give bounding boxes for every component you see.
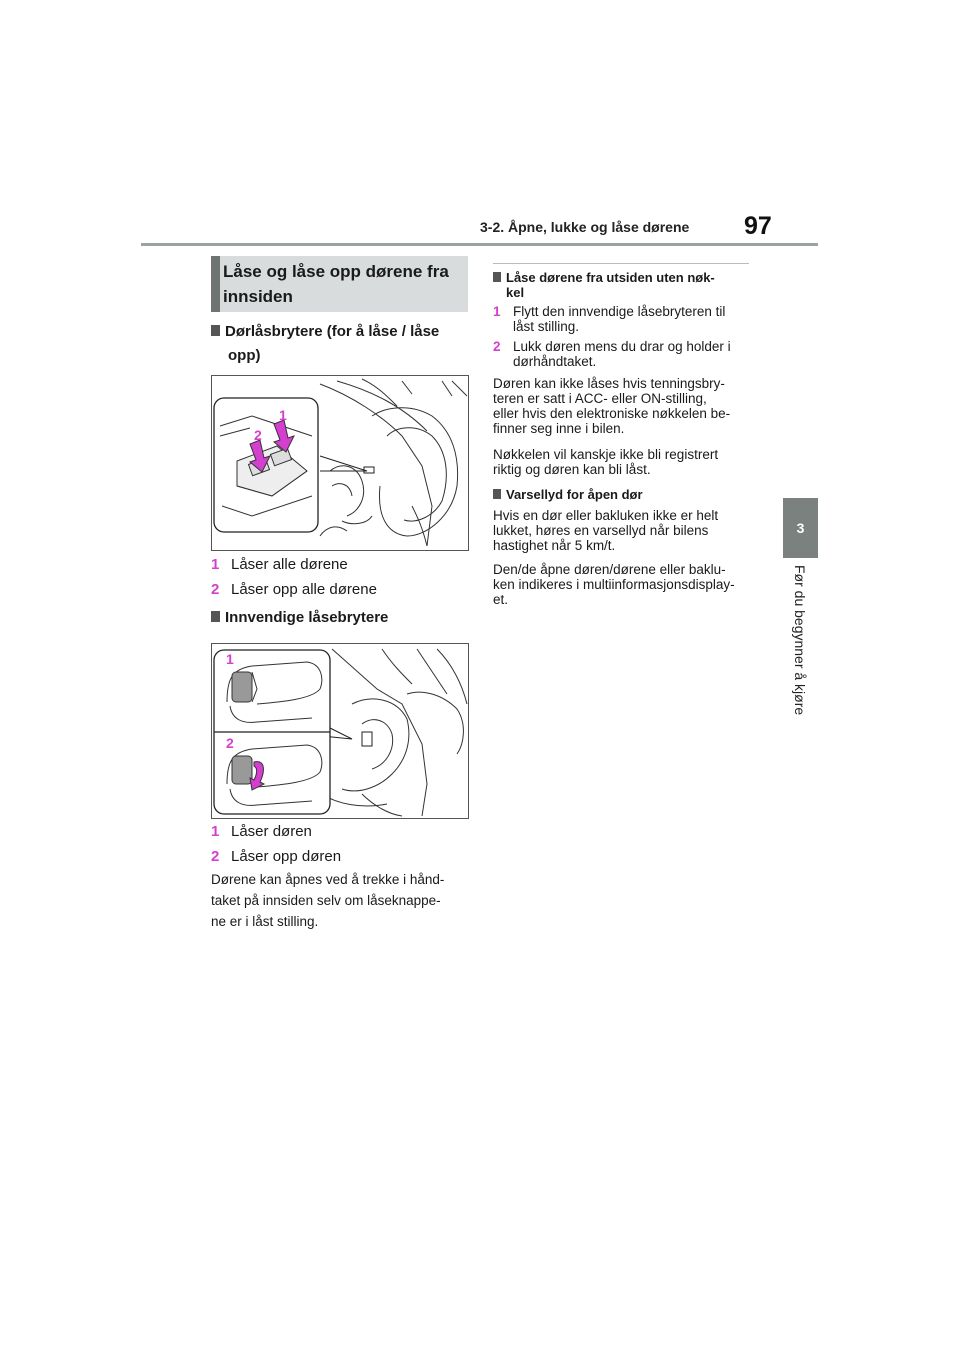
paragraph-key-registration: Nøkkelen vil kanskje ikke bli registrert riktig og døren kan bli låst. (493, 447, 719, 477)
subheading-open-door-warning: Varsellyd for åpen dør (493, 487, 643, 502)
chapter-tab: 3 (783, 498, 818, 558)
step-item: 2 Lukk døren mens du drar og holder i dørhåndtaket. (493, 339, 731, 369)
square-bullet-icon (211, 611, 220, 622)
callout-2: 2 (254, 427, 262, 443)
interior-lock-illustration (212, 644, 468, 818)
square-bullet-icon (211, 325, 220, 336)
paragraph-ignition-note: Døren kan ikke låses hvis tenningsbry- teren er satt i ACC- eller ON-stilling, eller hvis den elektroniske nøkkelen be- finner seg inne i bilen. (493, 376, 731, 436)
subheading-lock-without-key: Låse dørene fra utsiden uten nøk- kel (493, 270, 753, 300)
subheading-interior-lock-switches: Innvendige låsebrytere (211, 607, 388, 629)
chapter-title: Før du begynner å kjøre (792, 565, 808, 716)
door-lock-switch-illustration (212, 376, 468, 550)
steps-list (493, 304, 755, 369)
note-paragraph: Dørene kan åpnes ved å trekke i hånd- taket på innsiden selv om låseknappe- ne er i låst stilling. (211, 872, 445, 929)
list-item: 1 Låser døren (211, 823, 312, 840)
paragraph-display-indication: Den/de åpne døren/dørene eller baklu- ken indikeres i multiinformasjonsdisplay- et. (493, 562, 735, 607)
subheading-door-lock-switches: Dørlåsbrytere (for å låse / låse opp) (211, 321, 469, 367)
step-item: 1 Flytt den innvendige låsebryteren til låst stilling. (493, 304, 726, 334)
callout-2: 2 (226, 735, 234, 751)
callout-1: 1 (279, 407, 287, 423)
square-bullet-icon (493, 489, 501, 499)
square-bullet-icon (493, 272, 501, 282)
list-item: 2 Låser opp alle dørene (211, 581, 377, 598)
figure-interior-lock-switches (211, 643, 469, 819)
list-item: 1 Låser alle dørene (211, 556, 348, 573)
list-item: 2 Låser opp døren (211, 848, 342, 865)
header-rule (141, 243, 818, 246)
paragraph-warning-sound: Hvis en dør eller bakluken ikke er helt lukket, høres en varsellyd når bilens hastighet når 5 km/t. (493, 508, 719, 553)
running-header: 3-2. Åpne, lukke og låse dørene (480, 219, 690, 235)
chapter-side-label (783, 565, 818, 745)
figure-door-lock-switches (211, 375, 469, 551)
section-title-bar (211, 256, 220, 312)
section-title: Låse og låse opp dørene fra innsiden (223, 262, 449, 306)
page-number: 97 (744, 212, 772, 240)
callout-1: 1 (226, 651, 234, 667)
right-column-rule (493, 263, 749, 264)
